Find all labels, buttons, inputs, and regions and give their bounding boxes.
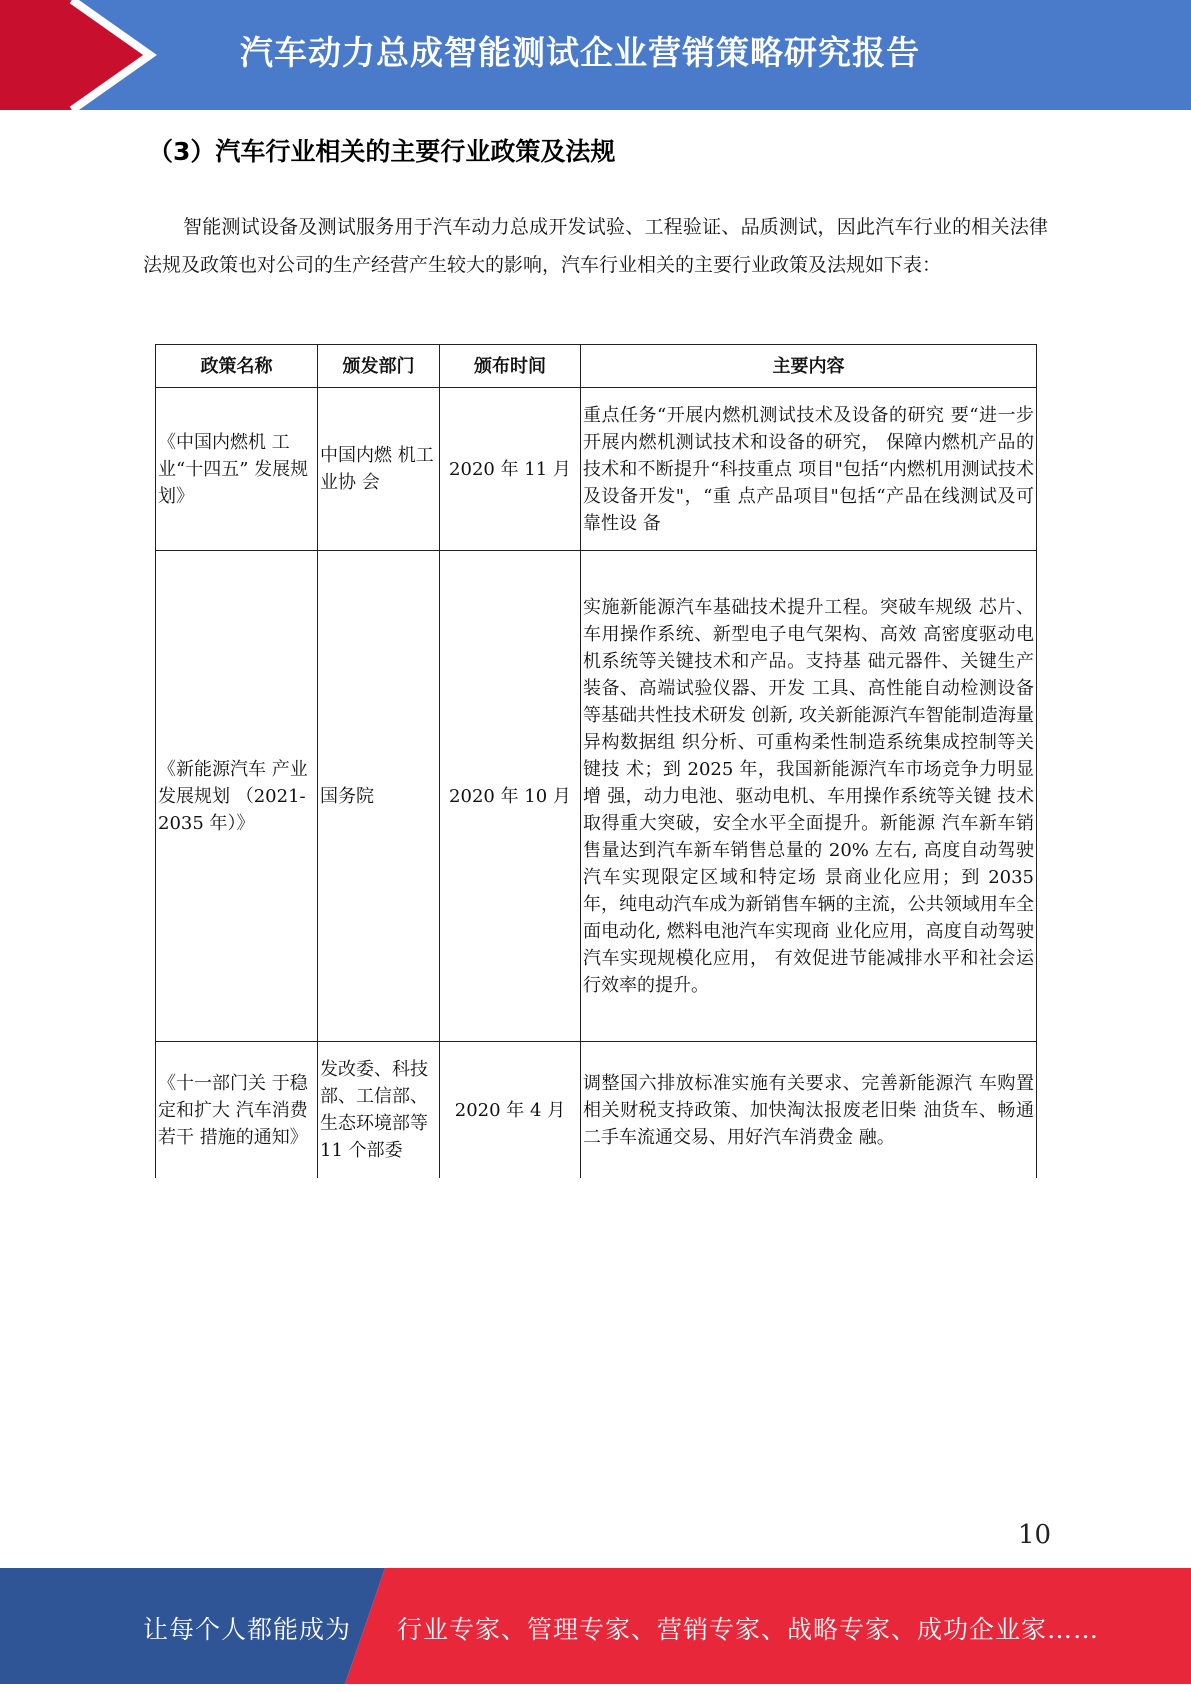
policy-dept: 国务院 <box>318 551 440 1042</box>
policy-dept: 中国内燃 机工业协 会 <box>318 388 440 551</box>
report-title: 汽车动力总成智能测试企业营销策略研究报告 <box>240 33 920 72</box>
policy-content: 重点任务“开展内燃机测试技术及设备的研究 要“进一步开展内燃机测试技术和设备的研究， 保障内燃机产品的技术和不断提升“科技重点 项目"包括“内燃机用测试技术及设备开发"，“重 点产品项目"包括“产品在线测试及可靠性设 备 <box>581 388 1037 551</box>
page-number: 10 <box>1018 1520 1052 1550</box>
column-header-dept: 颁发部门 <box>318 345 440 388</box>
header-red-chevron <box>0 0 160 110</box>
policy-date: 2020 年 11 月 <box>440 388 581 551</box>
policy-content: 调整国六排放标准实施有关要求、完善新能源汽 车购置相关财税支持政策、加快淘汰报废老旧柴 油货车、畅通二手车流通交易、用好汽车消费金 融。 <box>581 1042 1037 1179</box>
policy-date: 2020 年 10 月 <box>440 551 581 1042</box>
column-header-name: 政策名称 <box>156 345 318 388</box>
table-row <box>156 1042 1037 1179</box>
policy-date: 2020 年 4 月 <box>440 1042 581 1179</box>
policy-name: 《中国内燃机 工业“十四五” 发展规划》 <box>156 388 318 551</box>
section-heading: （3）汽车行业相关的主要行业政策及法规 <box>148 137 616 166</box>
table-header-row <box>156 345 1037 388</box>
table-row <box>156 551 1037 1042</box>
column-header-date: 颁布时间 <box>440 345 581 388</box>
policy-table <box>155 344 1037 1178</box>
intro-paragraph: 智能测试设备及测试服务用于汽车动力总成开发试验、工程验证、品质测试，因此汽车行业的相关法律法规及政策也对公司的生产经营产生较大的影响，汽车行业相关的主要行业政策及法规如下表： <box>143 216 1048 276</box>
page-footer <box>0 1568 1191 1684</box>
footer-slogan-left: 让每个人都能成为 <box>143 1615 352 1644</box>
policy-content: 实施新能源汽车基础技术提升工程。突破车规级 芯片、车用操作系统、新型电子电气架构、高效 高密度驱动电机系统等关键技术和产品。支持基 础元器件、关键生产装备、高端试验仪器、开发 工具、高性能自动检测设备等基础共性技术研发 创新, 攻关新能源汽车智能制造海量异构数据组 织分析、可重构柔性制造系统集成控制等关键技 术；到 2025 年，我国新能源汽车市场竞争力明显增 强，动力电池、驱动电机、车用操作系统等关键 技术取得重大突破，安全水平全面提升。新能源 汽车新车销售量达到汽车新车销售总量的 20% 左右, 高度自动驾驶汽车实现限定区域和特定场 景商业化应用；到 2035 年，纯电动汽车成为新销售车辆的主流，公共领域用车全面电动化, 燃料电池汽车实现商 业化应用，高度自动驾驶汽车实现规模化应用， 有效促进节能减排水平和社会运行效率的提升。 <box>581 551 1037 1042</box>
policy-name: 《十一部门关 于稳定和扩大 汽车消费若干 措施的通知》 <box>156 1042 318 1179</box>
page-header <box>0 0 1191 110</box>
column-header-content: 主要内容 <box>581 345 1037 388</box>
policy-name: 《新能源汽车 产业发展规划 （2021-2035 年）》 <box>156 551 318 1042</box>
table-row <box>156 388 1037 551</box>
footer-slogan-right: 行业专家、管理专家、营销专家、战略专家、成功企业家…… <box>397 1615 1100 1644</box>
policy-dept: 发改委、科技部、工信部、生态环境部等 11 个部委 <box>318 1042 440 1179</box>
